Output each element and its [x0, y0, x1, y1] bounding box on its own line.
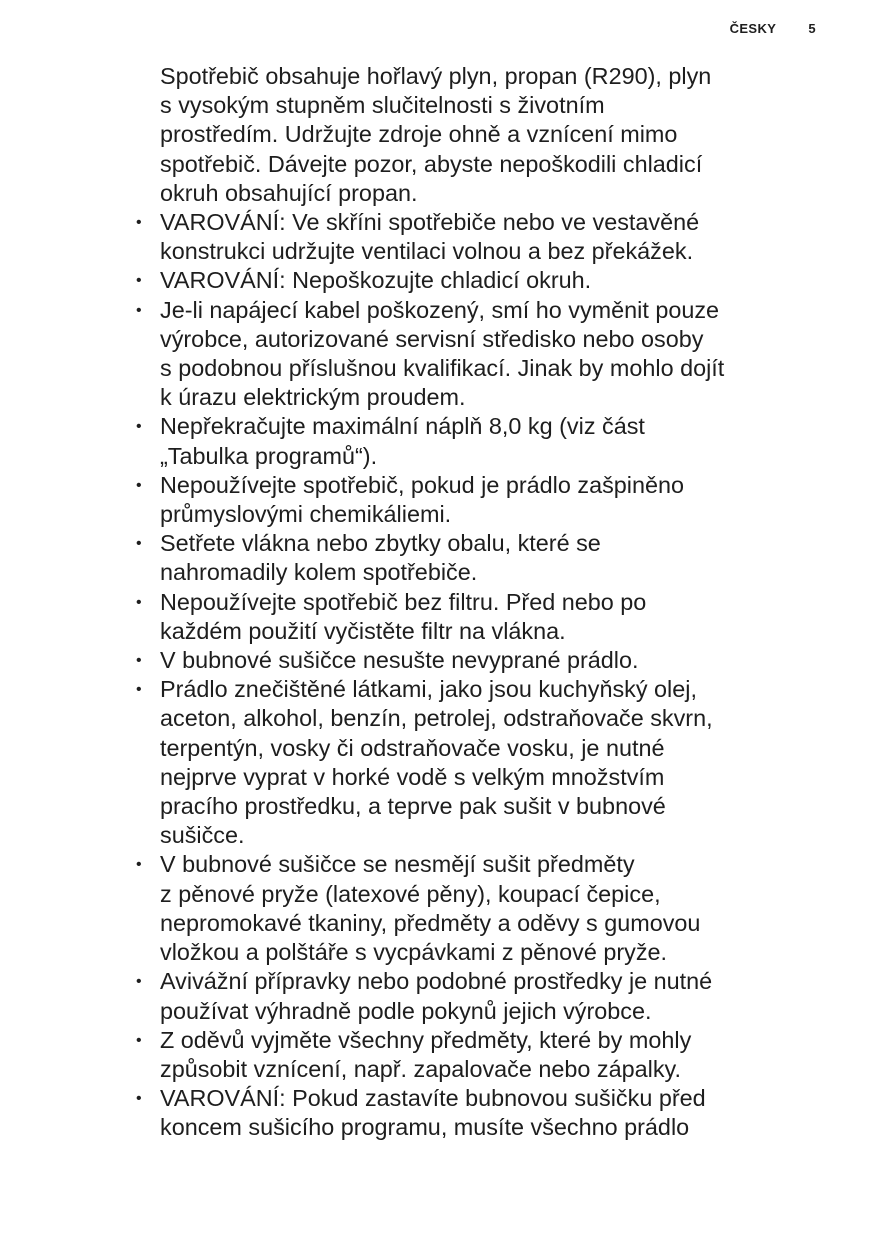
- bullet-icon: •: [136, 301, 142, 319]
- bullet-icon: •: [136, 214, 142, 232]
- page-number: 5: [808, 21, 816, 36]
- list-item: [136, 1026, 840, 1084]
- bullet-icon: •: [136, 1031, 142, 1049]
- list-item: [136, 471, 840, 529]
- bullet-icon: •: [136, 681, 142, 699]
- list-item: [136, 1084, 840, 1142]
- bullet-icon: •: [136, 652, 142, 670]
- list-item: [136, 529, 840, 587]
- list-item-text: Nepoužívejte spotřebič, pokud je prádlo zašpiněno průmyslovými chemikáliemi.: [160, 471, 685, 528]
- page-content: [136, 62, 840, 1143]
- list-item: [136, 208, 840, 266]
- list-item-text: VAROVÁNÍ: Pokud zastavíte bubnovou sušičku před koncem sušicího programu, musíte všechno prádlo: [160, 1085, 706, 1141]
- list-item-text: VAROVÁNÍ: Nepoškozujte chladicí okruh.: [160, 267, 592, 294]
- list-item-text: V bubnové sušičce nesušte nevyprané prádlo.: [160, 647, 639, 674]
- bullet-icon: •: [136, 856, 142, 874]
- list-item-text: Prádlo znečištěné látkami, jako jsou kuchyňský olej, aceton, alkohol, benzín, petrolej, odstraňovače skvrn, terpentýn, vosky či odstraňovače vosku, je nutné nejprve vyprat v horké vodě s velkým množstvím pracího prostředku, a teprve pak sušit v bubnové sušičce.: [160, 676, 713, 849]
- list-item-text: Nepřekračujte maximální náplň 8,0 kg (viz část „Tabulka programů“).: [160, 413, 645, 469]
- page-header: [730, 21, 816, 36]
- bullet-icon: •: [136, 418, 142, 436]
- list-item-text: Je-li napájecí kabel poškozený, smí ho vyměnit pouze výrobce, autorizované servisní středisko nebo osoby s podobnou příslušnou kvalifikací. Jinak by mohlo dojít k úrazu elektrickým proudem.: [160, 296, 725, 411]
- list-item-text: Avivážní přípravky nebo podobné prostředky je nutné používat výhradně podle pokynů jejich výrobce.: [160, 968, 713, 1024]
- list-item: [136, 588, 840, 646]
- safety-list: [136, 208, 840, 1143]
- bullet-icon: •: [136, 535, 142, 553]
- list-item-text: Setřete vlákna nebo zbytky obalu, které se nahromadily kolem spotřebiče.: [160, 530, 601, 586]
- list-item: [136, 266, 840, 295]
- list-item: [136, 296, 840, 413]
- bullet-icon: •: [136, 593, 142, 611]
- list-item: [136, 675, 840, 850]
- list-item: [136, 412, 840, 470]
- list-item-text: Z oděvů vyjměte všechny předměty, které by mohly způsobit vznícení, např. zapalovače nebo zápalky.: [160, 1026, 692, 1082]
- list-item-text: VAROVÁNÍ: Ve skříni spotřebiče nebo ve vestavěné konstrukci udržujte ventilaci volnou a bez překážek.: [160, 209, 700, 265]
- bullet-icon: •: [136, 1090, 142, 1108]
- list-item: [136, 646, 840, 675]
- intro-paragraph: Spotřebič obsahuje hořlavý plyn, propan (R290), plyn s vysokým stupněm slučitelnosti s životním prostředím. Udržujte zdroje ohně a vznícení mimo spotřebič. Dávejte pozor, abyste nepoškodili chladicí okruh obsahující propan.: [160, 63, 712, 206]
- list-item-text: V bubnové sušičce se nesmějí sušit předměty z pěnové pryže (latexové pěny), koupací čepice, nepromokavé tkaniny, předměty a oděvy s gumovou vložkou a polštáře s vycpávkami z pěnové pryže.: [160, 851, 701, 966]
- section-label: ČESKY: [729, 21, 777, 36]
- list-item: [136, 850, 840, 967]
- list-item: [136, 967, 840, 1025]
- bullet-icon: •: [136, 272, 142, 290]
- list-item-text: Nepoužívejte spotřebič bez filtru. Před nebo po každém použití vyčistěte filtr na vlákna.: [160, 588, 647, 644]
- bullet-icon: •: [136, 973, 142, 991]
- bullet-icon: •: [136, 476, 142, 494]
